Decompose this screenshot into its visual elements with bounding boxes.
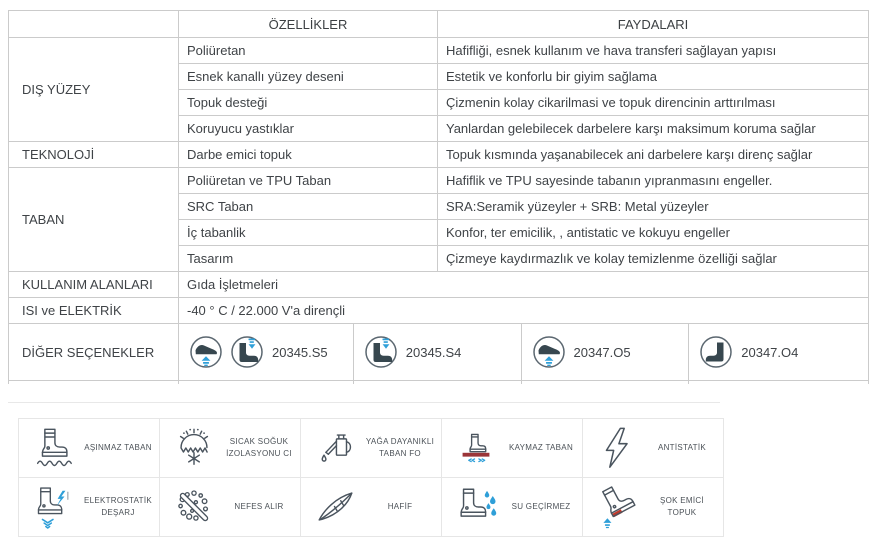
feature-cell: Tasarım: [179, 246, 438, 272]
shoe-up-arrow-icon: [531, 334, 567, 370]
yaga-dayanikli-taban-icon: [307, 425, 363, 471]
grid-cell: [160, 419, 301, 478]
cutoff-row: [9, 381, 869, 385]
grid-cell: [583, 419, 724, 478]
benefit-cell: Çizmeye kaydırmazlık ve kolay temizlenme özelliği sağlar: [438, 246, 869, 272]
category-diger-secenekler: DİĞER SEÇENEKLER: [9, 324, 179, 381]
category-dis-yuzey: DIŞ YÜZEY: [9, 38, 179, 142]
feature-cell: Poliüretan: [179, 38, 438, 64]
grid-label: ANTİSTATİK: [657, 442, 707, 452]
option-code: 20347.O4: [741, 344, 799, 360]
category-taban: TABAN: [9, 168, 179, 272]
grid-cell: [301, 419, 442, 478]
antistatik-icon: [589, 425, 645, 471]
table-row: [9, 168, 869, 194]
elektrostatik-desarj-icon: [25, 484, 81, 530]
grid-cell: [19, 419, 160, 478]
hafif-icon: [307, 484, 363, 530]
su-gecirmez-icon: [448, 484, 504, 530]
cutoff-cell: [9, 381, 179, 385]
shoe-up-arrow-icon: [188, 334, 224, 370]
option-code: 20347.O5: [573, 344, 631, 360]
benefit-cell: SRA:Seramik yüzeyler + SRB: Metal yüzeyler: [438, 194, 869, 220]
grid-cell: [583, 478, 724, 537]
category-teknoloji: TEKNOLOJİ: [9, 142, 179, 168]
benefit-cell: Hafifliği, esnek kullanım ve hava transferi sağlayan yapısı: [438, 38, 869, 64]
option-code: 20345.S5: [272, 344, 328, 360]
cutoff-cell: [179, 381, 869, 385]
grid-label: ŞOK EMİCİ TOPUK: [659, 495, 705, 517]
benefit-cell: Topuk kısmında yaşanabilecek ani darbelere karşı direnç sağlar: [438, 142, 869, 168]
sicak-soguk-izolasyonu-icon: [166, 425, 222, 471]
kullanim-value-cell: Gıda İşletmeleri: [179, 272, 869, 298]
option-20347-o4: [688, 324, 868, 380]
grid-label: NEFES ALIR: [234, 501, 284, 511]
benefit-cell: Hafiflik ve TPU sayesinde tabanın yıpranmasını engeller.: [438, 168, 869, 194]
boot-plain-icon: [698, 334, 734, 370]
section-divider: [8, 402, 720, 403]
feature-cell: SRC Taban: [179, 194, 438, 220]
grid-label: YAĞA DAYANIKLI TABAN FO: [365, 436, 435, 458]
category-kullanim-alanlari: KULLANIM ALANLARI: [9, 272, 179, 298]
grid-label: ELEKTROSTATİK DEŞARJ: [83, 495, 153, 517]
feature-cell: Darbe emici topuk: [179, 142, 438, 168]
table-row: [9, 38, 869, 64]
grid-label: HAFİF: [387, 501, 413, 511]
benefit-cell: Konfor, ter emicilik, , antistatic ve kokuyu engeller: [438, 220, 869, 246]
feature-cell: İç tabanlik: [179, 220, 438, 246]
boot-down-arrow-icon: [229, 334, 265, 370]
table-row: [9, 142, 869, 168]
header-row: [9, 11, 869, 38]
feature-cell: Koruyucu yastıklar: [179, 116, 438, 142]
header-faydalari: FAYDALARI: [438, 11, 869, 38]
spec-table: [8, 10, 869, 384]
grid-cell: [160, 478, 301, 537]
header-ozellikler: ÖZELLİKLER: [179, 11, 438, 38]
kaymaz-taban-icon: [448, 425, 504, 471]
grid-cell: [442, 478, 583, 537]
asinmaz-taban-icon: [25, 425, 81, 471]
other-options-row: [9, 324, 869, 381]
option-20345-s4: [353, 324, 521, 380]
table-row: [9, 298, 869, 324]
isi-value-cell: -40 ° C / 22.000 V'a dirençli: [179, 298, 869, 324]
grid-label: SU GEÇİRMEZ: [511, 501, 571, 511]
grid-cell: [301, 478, 442, 537]
benefit-cell: Estetik ve konforlu bir giyim sağlama: [438, 64, 869, 90]
grid-label: AŞINMAZ TABAN: [84, 442, 152, 452]
benefit-cell: Yanlardan gelebilecek darbelere karşı maksimum koruma sağlar: [438, 116, 869, 142]
grid-label: SICAK SOĞUK İZOLASYONU CI: [226, 436, 292, 458]
category-isi-elektrik: ISI ve ELEKTRİK: [9, 298, 179, 324]
options-cell: [179, 324, 869, 381]
feature-icon-grid: [18, 418, 724, 537]
boot-down-arrow-icon: [363, 334, 399, 370]
grid-cell: [442, 419, 583, 478]
sok-emici-topuk-icon: [589, 484, 645, 530]
benefit-cell: Çizmenin kolay cikarilmasi ve topuk direncinin arttırılması: [438, 90, 869, 116]
feature-cell: Poliüretan ve TPU Taban: [179, 168, 438, 194]
feature-cell: Esnek kanallı yüzey deseni: [179, 64, 438, 90]
grid-label: KAYMAZ TABAN: [508, 442, 574, 452]
nefes-alir-icon: [166, 484, 222, 530]
grid-cell: [19, 478, 160, 537]
option-code: 20345.S4: [405, 344, 462, 360]
table-row: [9, 272, 869, 298]
option-20345-s5: [179, 324, 353, 380]
feature-cell: Topuk desteği: [179, 90, 438, 116]
option-20347-o5: [521, 324, 689, 380]
header-empty-cell: [9, 11, 179, 38]
